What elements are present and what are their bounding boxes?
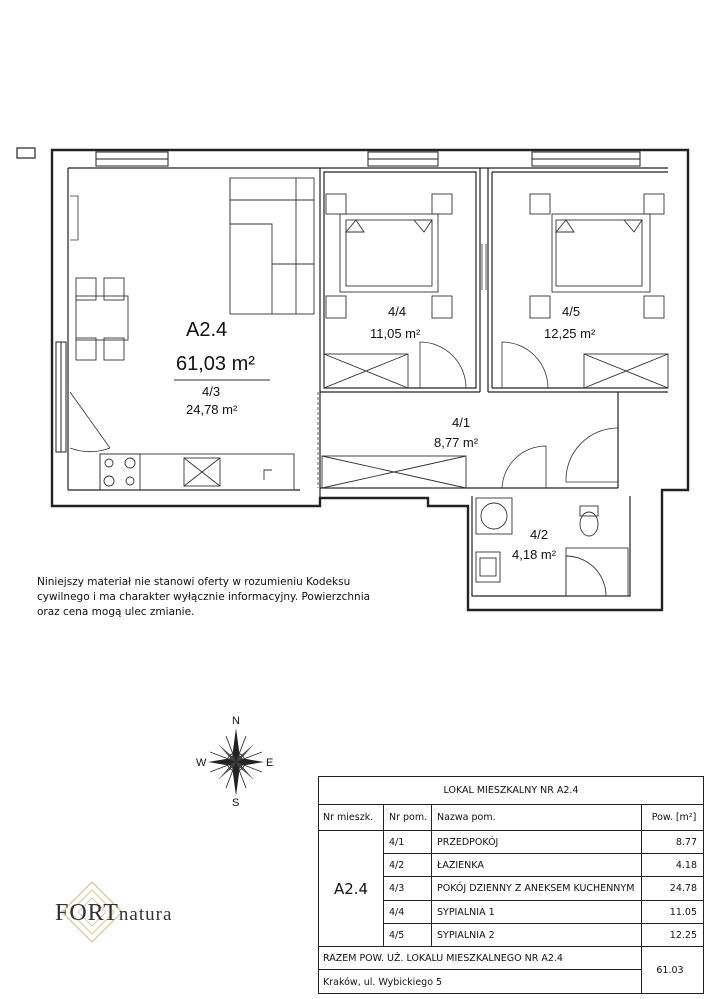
table-header-row <box>319 805 703 831</box>
table-row <box>319 924 703 947</box>
address: Kraków, ul. Wybickiego 5 <box>323 976 443 988</box>
room-4-4-area: 11,05 m² <box>370 326 421 341</box>
bathroom-door <box>502 446 546 488</box>
total-label: RAZEM POW. UŻ. LOKALU MIESZKALNEGO NR A2.4 <box>323 952 563 964</box>
hall-walls <box>320 392 630 596</box>
outer-walls <box>52 150 688 610</box>
row-area: 12.25 <box>669 929 697 941</box>
table-title-row <box>319 777 703 805</box>
row-area: 4.18 <box>675 859 697 871</box>
row-area: 24.78 <box>669 883 697 894</box>
dining-table <box>76 296 128 340</box>
bed-2 <box>552 214 650 292</box>
shower <box>566 556 606 596</box>
total-area: 61.03 <box>656 965 684 976</box>
header-room-no: Nr pom. <box>389 812 428 823</box>
bed-1 <box>340 214 438 292</box>
bedroom2-door <box>502 342 548 388</box>
compass-e: E <box>266 757 274 769</box>
row-area: 11.05 <box>669 906 697 918</box>
divider <box>431 805 432 947</box>
room-4-5-code: 4/5 <box>562 304 581 319</box>
compass-s: S <box>232 797 240 809</box>
row-no: 4/4 <box>389 906 405 918</box>
compass-rose <box>208 728 264 796</box>
room-4-1-code: 4/1 <box>452 415 471 430</box>
corner-mark <box>17 148 35 158</box>
room-4-3-code: 4/3 <box>202 384 221 399</box>
toilet <box>580 506 598 516</box>
compass-n: N <box>232 715 240 727</box>
table-title: LOKAL MIESZKALNY NR A2.4 <box>443 785 579 796</box>
row-area: 8.77 <box>675 836 697 848</box>
row-no: 4/1 <box>389 836 405 848</box>
row-no: 4/2 <box>389 859 405 871</box>
compass-w: W <box>196 757 207 769</box>
unit-cell: A2.4 <box>333 880 369 898</box>
row-name: PRZEDPOKÓJ <box>437 836 499 848</box>
row-name: POKÓJ DZIENNY Z ANEKSEM KUCHENNYM <box>437 883 635 894</box>
divider <box>383 805 384 947</box>
header-unit: Nr mieszk. <box>323 812 374 823</box>
summary-table <box>318 776 704 994</box>
divider <box>641 805 642 994</box>
header-name: Nazwa pom. <box>437 812 496 823</box>
unit-label: A2.4 <box>186 319 228 341</box>
room-4-4-code: 4/4 <box>388 304 407 319</box>
bedroom1-walls <box>320 168 480 392</box>
disclaimer-text: Niniejszy materiał nie stanowi oferty w rozumieniu Kodeksu cywilnego i ma charakter wyłącznie informacyjny. Powierzchnia oraz cena mogą ulec zmianie. <box>37 576 371 618</box>
bedroom2-walls <box>488 168 668 392</box>
room-4-2-code: 4/2 <box>530 527 549 542</box>
living-door-swing <box>70 392 110 452</box>
room-4-3-area: 24,78 m² <box>186 402 238 417</box>
logo-part-natura: natura <box>118 904 173 925</box>
bedroom1-door <box>420 342 466 388</box>
room-4-2-area: 4,18 m² <box>512 547 557 562</box>
unit-area: 61,03 m² <box>176 353 255 375</box>
row-name: SYPIALNIA 2 <box>437 929 495 941</box>
logo-text <box>55 900 172 927</box>
room-4-5-area: 12,25 m² <box>544 326 596 341</box>
row-name: ŁAZIENKA <box>437 859 484 871</box>
header-area: Pow. [m²] <box>651 812 697 823</box>
logo-part-fort: FORT <box>55 900 119 926</box>
row-no: 4/5 <box>389 929 405 941</box>
row-name: SYPIALNIA 1 <box>437 906 495 918</box>
entrance-door <box>566 428 618 482</box>
total-label-row <box>319 947 641 970</box>
row-no: 4/3 <box>389 883 405 894</box>
room-4-1-area: 8,77 m² <box>434 435 479 450</box>
